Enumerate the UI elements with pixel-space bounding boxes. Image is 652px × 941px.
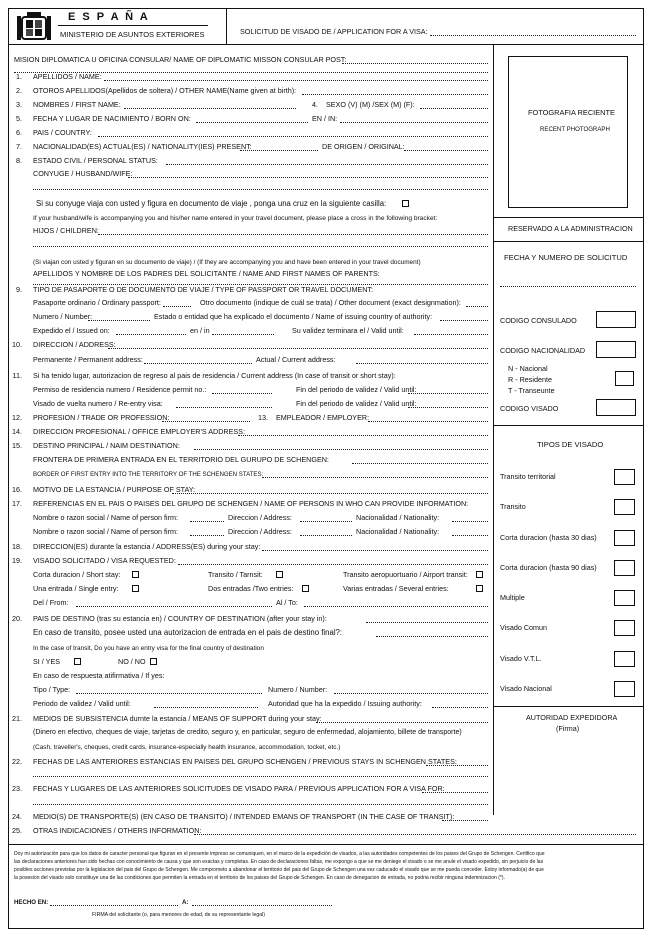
expedido-en-label: en / in bbox=[190, 326, 210, 335]
validez-field[interactable] bbox=[414, 334, 488, 335]
a-label: A: bbox=[182, 899, 189, 906]
field-number: 23. bbox=[12, 784, 22, 793]
conyuge-label: CONYUGE / HUSBAND/WIFE: bbox=[33, 169, 133, 178]
frontera-field[interactable] bbox=[352, 463, 488, 464]
header-divider bbox=[226, 8, 227, 44]
tipo-field[interactable] bbox=[76, 693, 262, 694]
nombres-label: NOMBRES / FIRST NAME: bbox=[33, 100, 121, 109]
empleador-field[interactable] bbox=[368, 421, 488, 422]
declaration-line: las declaraciones anteriores han sido hechas con conocimiento de causa y que son exactas y completas. En caso de declaraciones faltas, me expongo a que se me deniege el visado o se me anule el visado expedido, sin perjuicio de las bbox=[14, 859, 544, 865]
origen-label: DE ORIGEN / ORIGINAL: bbox=[322, 142, 405, 151]
fechas-estancias-field[interactable] bbox=[426, 765, 488, 766]
declaration-line: Doy mi autorización para que los datos de caracter personal que figuran en el presente impreso se comuniquen, en el marco de la expedición de visados, a las autoridades competentes de los paises del Grupo de Schengen. Certifico que bbox=[14, 851, 545, 857]
border-label: BORDER OF FIRST ENTRY INTO THE TERRITORY OF THE SCHENGEN STATES: bbox=[33, 471, 264, 478]
visa-type-box[interactable] bbox=[614, 530, 635, 546]
visa-type-label: Visado Nacional bbox=[500, 684, 552, 693]
visa-type-box[interactable] bbox=[614, 499, 635, 515]
ministry-name: MINISTERIO DE ASUNTOS EXTERIORES bbox=[60, 30, 205, 39]
field-number: 10. bbox=[12, 340, 22, 349]
numero-visa-label: Numero / Number: bbox=[268, 685, 328, 694]
numero-visa-field[interactable] bbox=[334, 693, 488, 694]
empleador-label: EMPLEADOR / EMPLOYER: bbox=[276, 413, 370, 422]
application-title: SOLICITUD DE VISADO DE / APPLICATION FOR A VISA: bbox=[240, 27, 428, 36]
pais-label: PAIS / COUNTRY: bbox=[33, 128, 92, 137]
nacionalidad-field[interactable] bbox=[240, 150, 318, 151]
visa-type-label: Visado Comun bbox=[500, 623, 548, 632]
pais-destino-field[interactable] bbox=[366, 622, 488, 623]
visado-solicitado-label: VISADO SOLICITADO / VISA REQUESTED: bbox=[33, 556, 176, 565]
field-number: 17. bbox=[12, 499, 22, 508]
fechas-estancias-label: FECHAS DE LAS ANTERIORES ESTANCIAS EN PAISES DEL GRUPO SCHENGEN / PREVIOUS STAYS IN SCHENGEN STATES: bbox=[33, 757, 457, 766]
permanente-field[interactable] bbox=[144, 363, 252, 364]
estado-entidad-label: Estado o entidad que ha explicado el documento / Name of issuing country of authority: bbox=[154, 312, 433, 321]
destino-label: DESTINO PRINCIPAL / NAIM DESTINATION: bbox=[33, 441, 180, 450]
visa-type-box[interactable] bbox=[614, 469, 635, 485]
expedido-field[interactable] bbox=[116, 334, 186, 335]
apellidos-label: APELLIDOS / NAME: bbox=[33, 72, 102, 81]
corta-duracion-checkbox[interactable] bbox=[132, 571, 139, 578]
numero-label: Numero / Number: bbox=[33, 312, 93, 321]
motivo-field[interactable] bbox=[172, 493, 488, 494]
transito-autorizacion-label: En caso de transito, posee usted una autorizacion de entrada en el pais de destino final?: bbox=[33, 628, 343, 637]
photo-title: FOTOGRAFIA RECIENTE bbox=[528, 108, 615, 117]
autoridad-label: AUTORIDAD EXPEDIDORA bbox=[526, 713, 618, 722]
al-label: Al / To: bbox=[276, 598, 298, 607]
direcciones-estancia-label: DIRECCION(ES) durante la estancia / ADDRESS(ES) during your stay: bbox=[33, 542, 261, 551]
autorizacion-regreso-label: Si ha tenido lugar, autorizacion de regreso al pais de residencia / Current address (In case of transit or short stay): bbox=[33, 371, 396, 380]
application-field[interactable] bbox=[430, 35, 636, 36]
solicitudes-anteriores-field-2[interactable] bbox=[33, 804, 488, 805]
profesion-field[interactable] bbox=[162, 421, 250, 422]
field-number: 5. bbox=[16, 114, 22, 123]
no-label: NO / NO bbox=[118, 657, 146, 666]
field-number: 24. bbox=[12, 812, 22, 821]
otras-indicaciones-field[interactable] bbox=[194, 834, 636, 835]
nacimiento-en-field[interactable] bbox=[340, 122, 488, 123]
transito-autorizacion-field[interactable] bbox=[376, 636, 488, 637]
codigo-consulado-box[interactable] bbox=[596, 311, 636, 328]
estado-entidad-field[interactable] bbox=[440, 320, 488, 321]
country-title: E S P A Ñ A bbox=[68, 11, 150, 23]
a-field[interactable] bbox=[192, 905, 332, 906]
autoridad-expedido-field[interactable] bbox=[432, 707, 488, 708]
estado-civil-field[interactable] bbox=[166, 164, 488, 165]
field-number: 16. bbox=[12, 485, 22, 494]
expedido-label: Expedido el / Issued on: bbox=[33, 326, 110, 335]
otro-documento-label: Otro documento (indique de cuál se trata) / Other document (exact designmation): bbox=[200, 298, 461, 307]
referencia-nacionalidad-label: Nacionalidad / Nationality: bbox=[356, 527, 440, 536]
codigo-visado-box[interactable] bbox=[596, 399, 636, 416]
field-number: 11. bbox=[12, 371, 22, 380]
reserved-top bbox=[493, 217, 644, 218]
visado-vuelta-validez-label: Fin del periodo de validez / Valid until: bbox=[296, 399, 417, 408]
transito-aeropuerto-checkbox[interactable] bbox=[476, 571, 483, 578]
autoridad-expedido-label: Autoridad que ha la expedido / Issuing authority: bbox=[268, 699, 422, 708]
right-border bbox=[643, 8, 644, 929]
medios-transporte-field[interactable] bbox=[442, 820, 488, 821]
referencia-nombre-field[interactable] bbox=[190, 521, 224, 522]
conyuge-field-2[interactable] bbox=[33, 189, 488, 190]
spouse-note-en: If your husband/wife is accompanying you and his/her name entered in your travel document, please place a cross in the following bracket: bbox=[33, 215, 438, 222]
photo-subtitle: RECENT PHOTOGRAPH bbox=[540, 126, 610, 133]
referencia-nacionalidad-label: Nacionalidad / Nationality: bbox=[356, 513, 440, 522]
pasaporte-label: TIPO DE PASAPORTE O DE DOCUMENTO DE VIAJE / TYPE OF PASSPORT OR TRAVEL DOCUMENT: bbox=[33, 285, 374, 294]
nombres-field[interactable] bbox=[124, 108, 296, 109]
tipo-label: Tipo / Type: bbox=[33, 685, 71, 694]
referencia-direccion-label: Direccion / Address: bbox=[228, 527, 292, 536]
expedido-en-field[interactable] bbox=[212, 334, 274, 335]
declaration-line: la posesion del visado solo constituye una de las condiciones que permiten la entrada en el territorio de los paises del Grupo de Schengen. En caso de denegacion de entrada, no podria recibir ninguna indemnizacion (*). bbox=[14, 875, 505, 881]
destino-field[interactable] bbox=[194, 449, 488, 450]
declaration-line: posibles acciones previstas por la legislacion del pais del Grupo de Schengen. Me comprometo a abandonar el territorio del pais del Grupo de Schengen una vez caducado el visado que se me pueda conceder. Estoy informado(a) de que bbox=[14, 867, 544, 873]
varias-entradas-checkbox[interactable] bbox=[476, 585, 483, 592]
field-number: 13. bbox=[258, 413, 268, 422]
transito-checkbox[interactable] bbox=[276, 571, 283, 578]
visa-type-box[interactable] bbox=[614, 590, 635, 606]
field-number: 6. bbox=[16, 128, 22, 137]
direccion-profesional-label: DIRECCION PROFESIONAL / OFFICE EMPLOYER'S ADDRESS: bbox=[33, 427, 245, 436]
direccion-label: DIRECCION / ADDRESS: bbox=[33, 340, 116, 349]
si-yes-label: SI / YES bbox=[33, 657, 61, 666]
medios-transporte-label: MEDIO(S) DE TRANSPORTE(S) (EN CASO DE TRANSITO) / INTENDED EMANS OF TRANSPORT (IN THE CASE OF TRANSIT): bbox=[33, 812, 455, 821]
visa-type-box[interactable] bbox=[614, 620, 635, 636]
conyuge-field[interactable] bbox=[128, 177, 488, 178]
mision-label: MISION DIPLOMATICA U OFICINA CONSULAR/ NAME OF DIPLOMATIC MISSON CONSULAR POST: bbox=[14, 55, 347, 64]
otros-apellidos-field[interactable] bbox=[302, 94, 488, 95]
apellidos-field[interactable] bbox=[104, 80, 488, 81]
transeunte-label: T - Transeunte bbox=[508, 386, 555, 395]
field-number: 15. bbox=[12, 441, 22, 450]
sexo-label: SEXO (V) (M) /SEX (M) (F): bbox=[326, 100, 415, 109]
medios-detalle-es: (Dinero en efectivo, cheques de viaje, tarjetas de credito, seguro y, en particular, seguro de enfermedad, alojamiento, billete de transporte) bbox=[33, 729, 462, 736]
otros-apellidos-label: OTOROS APELLIDOS(Apellidos de soltera) / OTHER NAME(Name given at birth): bbox=[33, 86, 297, 95]
field-number: 19. bbox=[12, 556, 22, 565]
sexo-field[interactable] bbox=[420, 108, 488, 109]
parents-label: APELLIDOS Y NOMBRE DE LOS PADRES DEL SOLICITANTE / NAME AND FIRST NAMES OF PARENTS: bbox=[33, 269, 380, 278]
visa-type-box[interactable] bbox=[614, 560, 635, 576]
permiso-residencia-field[interactable] bbox=[212, 393, 272, 394]
field-number: 9. bbox=[16, 285, 22, 294]
codigo-consulado-label: CODIGO CONSULADO bbox=[500, 316, 577, 325]
referencia-direccion-field[interactable] bbox=[300, 521, 352, 522]
codigo-nacionalidad-label: CODIGO NACIONALIDAD bbox=[500, 346, 586, 355]
autoridad-top bbox=[493, 706, 644, 707]
solicitudes-anteriores-field[interactable] bbox=[422, 792, 488, 793]
nacimiento-field[interactable] bbox=[196, 122, 308, 123]
field-number: 14. bbox=[12, 427, 22, 436]
periodo-validez-label: Periodo de validez / Valid until: bbox=[33, 699, 131, 708]
varias-entradas-label: Varias entradas / Several entries: bbox=[343, 584, 449, 593]
dos-entradas-label: Dos entradas /Two entries: bbox=[208, 584, 294, 593]
dos-entradas-checkbox[interactable] bbox=[302, 585, 309, 592]
visa-type-box[interactable] bbox=[614, 681, 635, 697]
field-number: 8. bbox=[16, 156, 22, 165]
actual-label: Actual / Current address: bbox=[256, 355, 336, 364]
codigo-visado-label: CODIGO VISADO bbox=[500, 404, 559, 413]
referencia-nombre-label: Nombre o razon social / Name of person firm: bbox=[33, 527, 179, 536]
visa-type-label: Transito bbox=[500, 502, 526, 511]
transito-aeropuerto-label: Transito aeropuortuario / Airport transit: bbox=[343, 570, 468, 579]
fecha-label: FECHA Y NUMERO DE SOLICITUD bbox=[504, 253, 628, 262]
corta-duracion-label: Corta duracion / Short stay: bbox=[33, 570, 121, 579]
tipos-top bbox=[493, 425, 644, 426]
direcciones-estancia-field[interactable] bbox=[262, 550, 488, 551]
visado-vuelta-validez-field[interactable] bbox=[408, 407, 488, 408]
nacional-label: N - Nacional bbox=[508, 364, 548, 373]
validez-label: Su validez terminara el / Valid until: bbox=[292, 326, 404, 335]
field-number: 3. bbox=[16, 100, 22, 109]
una-entrada-checkbox[interactable] bbox=[132, 585, 139, 592]
transit-entry-visa-label: In the case of transit, Do you have an entry visa for the final country of destination bbox=[33, 645, 264, 652]
pasaporte-ordinario-label: Pasaporte ordinario / Ordinary passport: bbox=[33, 298, 161, 307]
transito-label: Transito / Tarnsit: bbox=[208, 570, 263, 579]
una-entrada-label: Una entrada / Single entry: bbox=[33, 584, 119, 593]
motivo-label: MOTIVO DE LA ESTANCIA / PURPOSE OF STAY: bbox=[33, 485, 196, 494]
pais-field[interactable] bbox=[98, 136, 488, 137]
nacimiento-en-label: EN / IN: bbox=[312, 114, 338, 123]
field-number: 7. bbox=[16, 142, 22, 151]
fecha-field[interactable] bbox=[500, 286, 636, 287]
right-column-divider bbox=[493, 45, 494, 815]
permanente-label: Permanente / Permanent address: bbox=[33, 355, 143, 364]
field-number: 4. bbox=[312, 100, 318, 109]
no-checkbox[interactable] bbox=[150, 658, 157, 665]
al-field[interactable] bbox=[304, 606, 488, 607]
hijos-label: HIJOS / CHILDREN: bbox=[33, 226, 99, 235]
visa-type-label: Multiple bbox=[500, 593, 525, 602]
children-note: (Si viajan con usted y figuran en su documento de viaje) / (If they are accompanying you and have been entered in your travel document) bbox=[33, 259, 421, 266]
border-field[interactable] bbox=[262, 477, 488, 478]
visa-type-label: Visado V.T.L. bbox=[500, 654, 542, 663]
residente-label: R - Residente bbox=[508, 375, 552, 384]
field-number: 25. bbox=[12, 826, 22, 835]
permiso-validez-label: Fin del periodo de validez / Valid until: bbox=[296, 385, 417, 394]
field-number: 22. bbox=[12, 757, 22, 766]
declaration-top bbox=[8, 844, 644, 845]
firma-solicitante-label: FIRMA del solicitante (o, para menores de edad, de su representante legal) bbox=[92, 912, 266, 918]
periodo-validez-field[interactable] bbox=[154, 707, 258, 708]
field-number: 1. bbox=[16, 72, 22, 81]
pais-destino-label: PAIS DE DESTINO (tras su estancia en) / COUNTRY OF DESTINATION (after your stay in): bbox=[33, 614, 327, 623]
referencia-nombre-field[interactable] bbox=[190, 535, 224, 536]
referencia-direccion-label: Direccion / Address: bbox=[228, 513, 292, 522]
pasaporte-ordinario-field[interactable] bbox=[163, 306, 191, 307]
del-field[interactable] bbox=[76, 606, 272, 607]
nacimiento-label: FECHA Y LUGAR DE NACIMIENTO / BORN ON: bbox=[33, 114, 191, 123]
spouse-checkbox[interactable] bbox=[402, 200, 409, 207]
header-bottom-border bbox=[8, 44, 644, 45]
field-number: 20. bbox=[12, 614, 22, 623]
fechas-estancias-field-2[interactable] bbox=[33, 776, 488, 777]
hecho-en-label: HECHO EN: bbox=[14, 899, 49, 906]
otras-indicaciones-label: OTRAS INDICACIONES / OTHERS INFORMATION: bbox=[33, 826, 202, 835]
profesion-label: PROFESION / TRADE OR PROFESSION: bbox=[33, 413, 170, 422]
estado-civil-label: ESTADO CIVIL / PERSONAL STATUS: bbox=[33, 156, 158, 165]
referencia-nombre-label: Nombre o razon social / Name of person firm: bbox=[33, 513, 179, 522]
visado-vuelta-field[interactable] bbox=[176, 407, 272, 408]
spouse-note-es: Si su conyuge viaja con usted y figura en documento de viaje , ponga una cruz en la siguiente casilla: bbox=[36, 199, 387, 208]
si-yes-checkbox[interactable] bbox=[74, 658, 81, 665]
origen-field[interactable] bbox=[404, 150, 488, 151]
nacionalidad-label: NACIONALIDAD(ES) ACTUAL(ES) / NATIONALITY(IES) PRESENT: bbox=[33, 142, 252, 151]
bottom-border bbox=[8, 928, 644, 929]
actual-field[interactable] bbox=[356, 363, 488, 364]
visado-vuelta-label: Visado de vuelta numero / Re-entry visa: bbox=[33, 399, 163, 408]
visado-solicitado-field[interactable] bbox=[178, 564, 488, 565]
referencia-nacionalidad-field[interactable] bbox=[452, 535, 488, 536]
firma-label: (Firma) bbox=[556, 724, 580, 733]
medios-detalle-en: (Cash, traveller's, cheques, credit cards, insurance-especially health insurance, accommodation, tocket, etc.) bbox=[33, 744, 341, 751]
country-underline bbox=[58, 25, 208, 26]
medios-subsistencia-field[interactable] bbox=[316, 722, 488, 723]
otro-documento-field[interactable] bbox=[466, 306, 488, 307]
referencia-direccion-field[interactable] bbox=[300, 535, 352, 536]
hijos-field-2[interactable] bbox=[33, 246, 488, 247]
referencias-label: REFERENCIAS EN EL PAIS O PAISES DEL GRUPO DE SCHENGEN / NAME OF PERSONS IN WHO CAN PROVIDE INFORMATION: bbox=[33, 499, 469, 508]
field-number: 2. bbox=[16, 86, 22, 95]
del-label: Del / From: bbox=[33, 598, 69, 607]
coat-of-arms-logo bbox=[17, 11, 51, 43]
respuesta-afirmativa-label: En caso de respuesta atifirmativa / If yes: bbox=[33, 671, 165, 680]
field-number: 18. bbox=[12, 542, 22, 551]
residence-code-box[interactable] bbox=[615, 371, 634, 386]
visa-type-label: Corta duracion (hasta 30 dias) bbox=[500, 533, 597, 542]
visa-type-label: Transito territorial bbox=[500, 472, 556, 481]
field-number: 12. bbox=[12, 413, 22, 422]
permiso-validez-field[interactable] bbox=[408, 393, 488, 394]
mision-field[interactable] bbox=[342, 63, 488, 64]
top-border bbox=[8, 8, 644, 9]
numero-field[interactable] bbox=[88, 320, 150, 321]
frontera-label: FRONTERA DE PRIMERA ENTRADA EN EL TERRITORIO DEL GURUPO DE SCHENGEN: bbox=[33, 455, 329, 464]
medios-subsistencia-label: MEDIOS DE SUBSISTENCIA durnte la estancia / MEANS OF SUPPORT during your stay: bbox=[33, 714, 322, 723]
tipos-visado-title: TIPOS DE VISADO bbox=[537, 440, 604, 449]
visa-type-box[interactable] bbox=[614, 651, 635, 667]
permiso-residencia-label: Permiso de residencia numero / Residence permit no.: bbox=[33, 385, 207, 394]
hecho-en-field[interactable] bbox=[50, 905, 178, 906]
referencia-nacionalidad-field[interactable] bbox=[452, 521, 488, 522]
solicitudes-anteriores-label: FECHAS Y LUGARES DE LAS ANTERIORES SOLICITUDES DE VISADO PARA / PREVIOUS APPLICATION FOR A VISA FOR: bbox=[33, 784, 445, 793]
visa-type-label: Corta duracion (hasta 90 dias) bbox=[500, 563, 597, 572]
codigo-nacionalidad-box[interactable] bbox=[596, 341, 636, 358]
reserved-label: RESERVADO A LA ADMINISTRACION bbox=[508, 224, 633, 233]
reserved-bottom bbox=[493, 241, 644, 242]
direccion-profesional-field[interactable] bbox=[238, 435, 488, 436]
hijos-field[interactable] bbox=[98, 234, 488, 235]
field-number: 21. bbox=[12, 714, 22, 723]
direccion-field[interactable] bbox=[108, 348, 488, 349]
